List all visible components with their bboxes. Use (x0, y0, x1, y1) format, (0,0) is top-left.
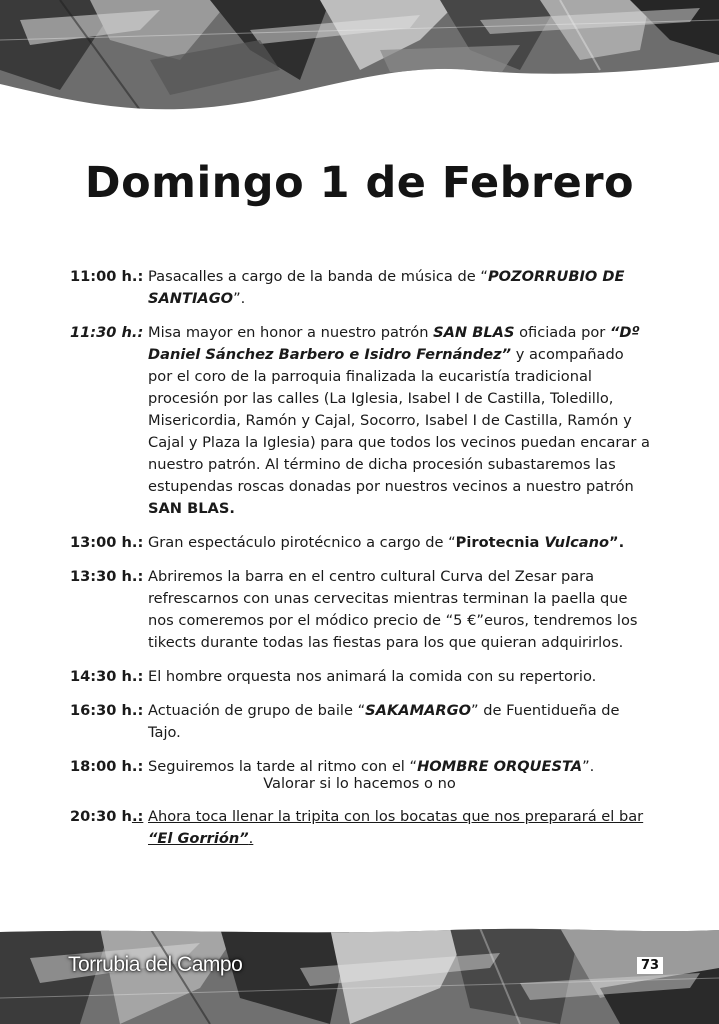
planning-note: Valorar si lo hacemos o no (263, 775, 456, 792)
schedule-entry (70, 322, 650, 520)
entry-time: 13:00 h.: (70, 534, 144, 551)
entry-description: El hombre orquesta nos animará la comida con su repertorio. (148, 668, 597, 685)
entry-time: 16:30 h.: (70, 702, 144, 719)
entry-description: Gran espectáculo pirotécnico a cargo de “Pirotecnia Vulcano”. (148, 534, 625, 551)
entry-time: 14:30 h.: (70, 668, 144, 685)
entry-description: Seguiremos la tarde al ritmo con el “HOMBRE ORQUESTA”. (148, 758, 595, 775)
entry-description: Misa mayor en honor a nuestro patrón SAN BLAS oficiada por “Dº Daniel Sánchez Barbero e Isidro Fernández” y acompañado por el coro de la parroquia finalizada la eucaristía tradicional procesión por las calles (La Iglesia, Isabel I de Castilla, Toledillo, Misericordia, Ramón y Cajal, Socorro, Isabel I de Castilla, Ramón y Cajal y Plaza la Iglesia) para que todos los vecinos puedan encarar a nuestro patrón. Al término de dicha procesión subastaremos las estupendas roscas donadas por nuestros vecinos a nuestro patrón SAN BLAS. (148, 324, 650, 517)
entry-description: Ahora toca llenar la tripita con los bocatas que nos preparará el bar “El Gorrión”. (148, 808, 644, 847)
schedule-entry (70, 532, 650, 554)
footer-location: Torrubia del Campo (68, 953, 243, 976)
top-decorative-banner (0, 0, 719, 120)
entry-time: 20:30 h.: (70, 808, 144, 825)
entry-time: 18:00 h.: (70, 758, 144, 775)
entry-time: 11:30 h.: (70, 324, 144, 341)
entry-time: 11:00 h.: (70, 268, 144, 285)
schedule-entry (70, 700, 650, 744)
schedule-entry (70, 666, 650, 688)
page-number: 73 (637, 957, 663, 974)
top-grunge-texture (0, 0, 719, 120)
schedule-entry (70, 566, 650, 654)
entry-description: Pasacalles a cargo de la banda de música de “POZORRUBIO DE SANTIAGO”. (148, 268, 625, 307)
entry-description: Abriremos la barra en el centro cultural Curva del Zesar para refrescarnos con unas cervecitas mientras terminan la paella que nos comeremos por el módico precio de “5 €”euros, tendremos los tikects durante todas las fiestas para los que quieran adquirirlos. (148, 568, 638, 651)
entry-description: Actuación de grupo de baile “SAKAMARGO” de Fuentidueña de Tajo. (148, 702, 620, 741)
schedule-entry-final (70, 806, 650, 850)
entry-time: 13:30 h.: (70, 568, 144, 585)
schedule-list (70, 266, 650, 790)
late-schedule (70, 806, 650, 862)
schedule-entry (70, 266, 650, 310)
page-title: Domingo 1 de Febrero (84, 158, 635, 208)
